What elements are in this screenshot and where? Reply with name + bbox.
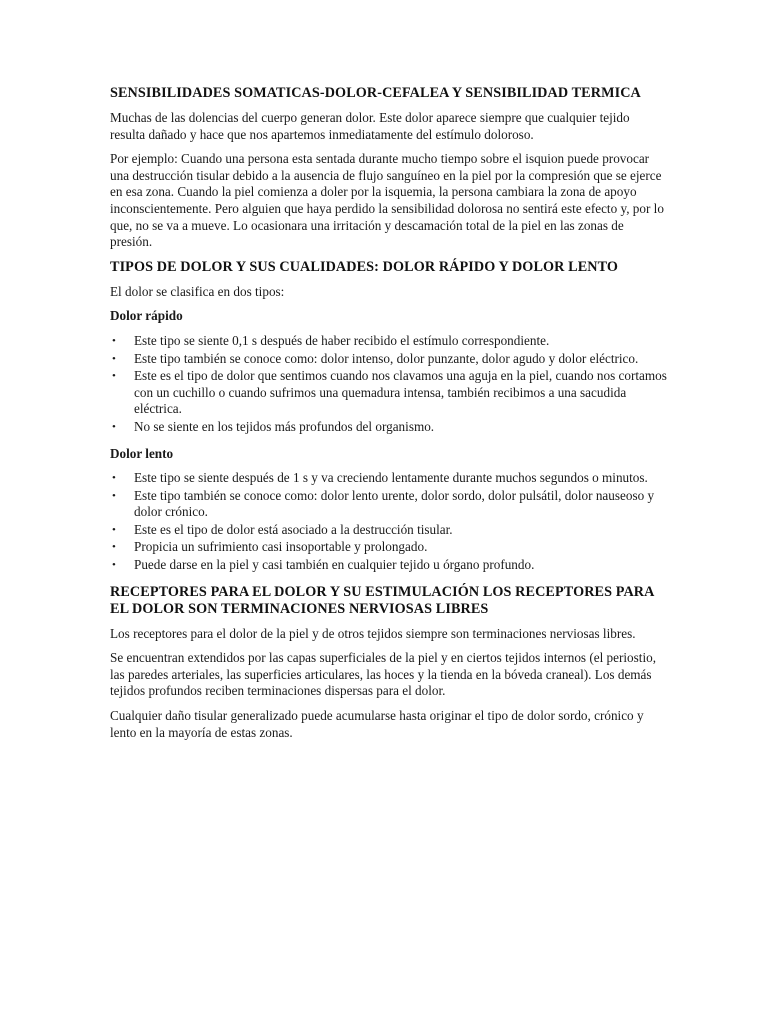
list-item [110,351,668,368]
section-heading-sensibilidades: SENSIBILIDADES SOMATICAS-DOLOR-CEFALEA Y SENSIBILIDAD TERMICA [110,85,641,101]
list-item-text: Este es el tipo de dolor que sentimos cuando nos clavamos una aguja en la piel, cuando nos cortamos con un cuchillo o cuando sufrimos una quemadura intensa, también recibimos a una sacudida eléctrica. [134,368,667,417]
bullet-icon: • [112,334,116,347]
list-item [110,470,668,487]
bullet-icon: • [112,541,116,554]
paragraph-dano-tisular: Cualquier daño tisular generalizado puede acumularse hasta originar el tipo de dolor sordo, crónico y lento en la mayoría de estas zonas. [110,708,644,740]
list-item-text: Este es el tipo de dolor está asociado a la destrucción tisular. [134,521,453,537]
list-dolor-rapido [110,333,668,436]
list-item [110,522,668,539]
paragraph-clasificacion: El dolor se clasifica en dos tipos: [110,283,285,299]
list-item [110,539,668,556]
bullet-icon: • [112,489,116,502]
bullet-icon: • [112,352,116,365]
list-item [110,333,668,350]
list-item-text: No se siente en los tejidos más profundos del organismo. [134,418,435,434]
list-item [110,368,668,418]
section-heading-tipos-dolor: TIPOS DE DOLOR Y SUS CUALIDADES: DOLOR RÁPIDO Y DOLOR LENTO [110,258,619,275]
list-item-text: Propicia un sufrimiento casi insoportable y prolongado. [134,539,428,555]
list-item-text: Este tipo se siente después de 1 s y va creciendo lentamente durante muchos segundos o minutos. [134,470,648,486]
paragraph-intro: Muchas de las dolencias del cuerpo generan dolor. Este dolor aparece siempre que cualquier tejido resulta dañado y hace que nos apartemos inmediatamente del estímulo doloroso. [110,110,630,142]
list-item-text: Este tipo se siente 0,1 s después de haber recibido el estímulo correspondiente. [134,332,550,348]
list-item-text: Este tipo también se conoce como: dolor intenso, dolor punzante, dolor agudo y dolor eléctrico. [134,350,639,366]
section-heading-receptores: RECEPTORES PARA EL DOLOR Y SU ESTIMULACIÓN LOS RECEPTORES PARA EL DOLOR SON TERMINACIONES NERVIOSAS LIBRES [110,583,654,617]
bullet-icon: • [112,559,116,572]
paragraph-example: Por ejemplo: Cuando una persona esta sentada durante mucho tiempo sobre el isquion puede provocar una destrucción tisular debido a la ausencia de flujo sanguíneo en la piel por la compresión que se ejerce en esa zona. Cuando la piel comienza a doler por la isquemia, la persona cambiara la zona de apoyo inconscientemente. Pero alguien que haya perdido la sensibilidad dolorosa no sentirá este efecto y, por lo que, no se va a mueve. Lo ocasionara una irritación y descamación total de la piel en las zonas de presión. [110,151,664,250]
list-item-text: Este tipo también se conoce como: dolor lento urente, dolor sordo, dolor pulsátil, dolor nauseoso y dolor crónico. [134,487,655,520]
bullet-icon: • [112,472,116,485]
list-item-text: Puede darse en la piel y casi también en cualquier tejido u órgano profundo. [134,557,535,573]
subheading-dolor-rapido: Dolor rápido [110,308,183,324]
paragraph-extension: Se encuentran extendidos por las capas superficiales de la piel y en ciertos tejidos internos (el periostio, las paredes arteriales, las superficies articulares, las hoces y la tienda en la bóveda craneal). Los demás tejidos profundos reciben terminaciones dispersas para el dolor. [110,650,657,699]
bullet-icon: • [112,523,116,536]
subheading-dolor-lento: Dolor lento [110,445,174,461]
paragraph-receptores: Los receptores para el dolor de la piel y de otros tejidos siempre son terminaciones nerviosas libres. [110,625,636,641]
list-item [110,488,668,521]
list-item [110,419,668,436]
list-dolor-lento [110,470,668,574]
bullet-icon: • [112,420,116,433]
list-item [110,557,668,574]
bullet-icon: • [112,370,116,383]
